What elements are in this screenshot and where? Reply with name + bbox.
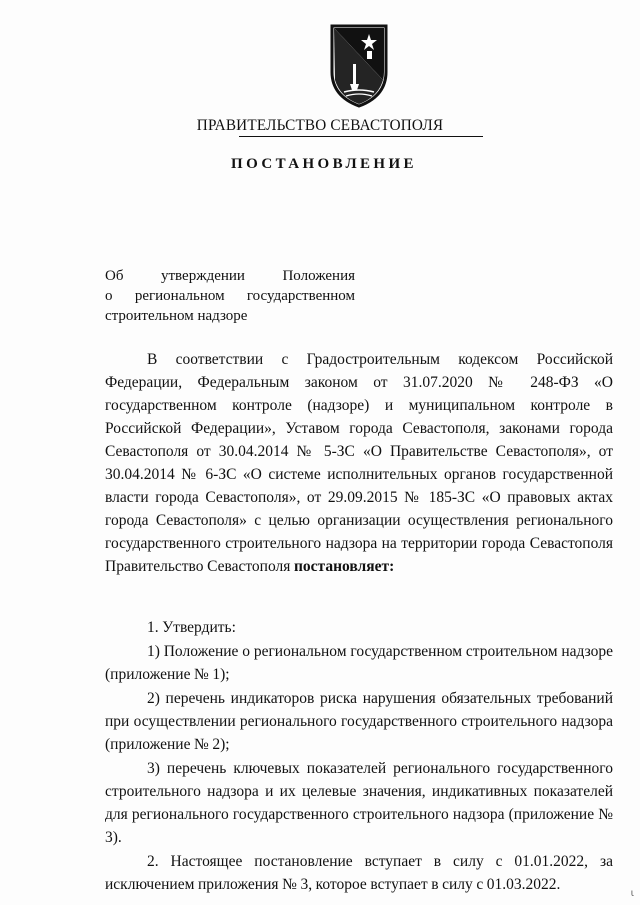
document-type: ПОСТАНОВЛЕНИЕ — [231, 156, 417, 172]
item-2: 2. Настоящее постановление вступает в силу с 01.01.2022, за исключением приложения № 3, которое вступает в силу с 01.03.2022. — [105, 853, 613, 893]
item-1: 1. Утвердить: — [147, 619, 236, 636]
preamble — [105, 348, 613, 578]
decree-items — [105, 616, 613, 897]
document-subject — [105, 266, 355, 326]
item-1-3: 3) перечень ключевых показателей регионального государственного строительного надзора и их целевые значения, индикативных показателей для регионального государственного строительного надзора (приложение № 3). — [105, 760, 613, 846]
government-name: ПРАВИТЕЛЬСТВО СЕВАСТОПОЛЯ — [196, 117, 444, 134]
coat-of-arms-icon — [326, 20, 392, 108]
page-edge-mark: ι — [630, 888, 634, 899]
decree-word: постановляет: — [293, 558, 395, 575]
subject-line: о региональном государственном — [105, 288, 355, 304]
item-1-1: 1) Положение о региональном государственном строительном надзоре (приложение № 1); — [105, 643, 613, 683]
subject-line: Об утверждении Положения — [105, 268, 355, 284]
header-divider — [239, 136, 483, 137]
preamble-text: В соответствии с Градостроительным кодексом Российской Федерации, Федеральным законом от 31.07.2020 № 248-ФЗ «О государственном контроле (надзоре) и муниципальном контроле в Российской Федерации», Уставом города Севастополя, законами города Севастополя от 30.04.2014 № 5-ЗС «О Правительстве Севастополя», от 30.04.2014 № 6-ЗС «О системе исполнительных органов государственной власти города Севастополя», от 29.09.2015 № 185-ЗС «О правовых актах города Севастополя» с целью организации осуществления регионального государственного строительного надзора на территории города Севастополя Правительство Севастополя — [105, 351, 613, 575]
item-1-2: 2) перечень индикаторов риска нарушения обязательных требований при осуществлении регионального государственного строительного надзора (приложение № 2); — [105, 690, 613, 753]
subject-line: строительном надзоре — [105, 308, 248, 324]
preamble-paragraph — [105, 348, 613, 578]
